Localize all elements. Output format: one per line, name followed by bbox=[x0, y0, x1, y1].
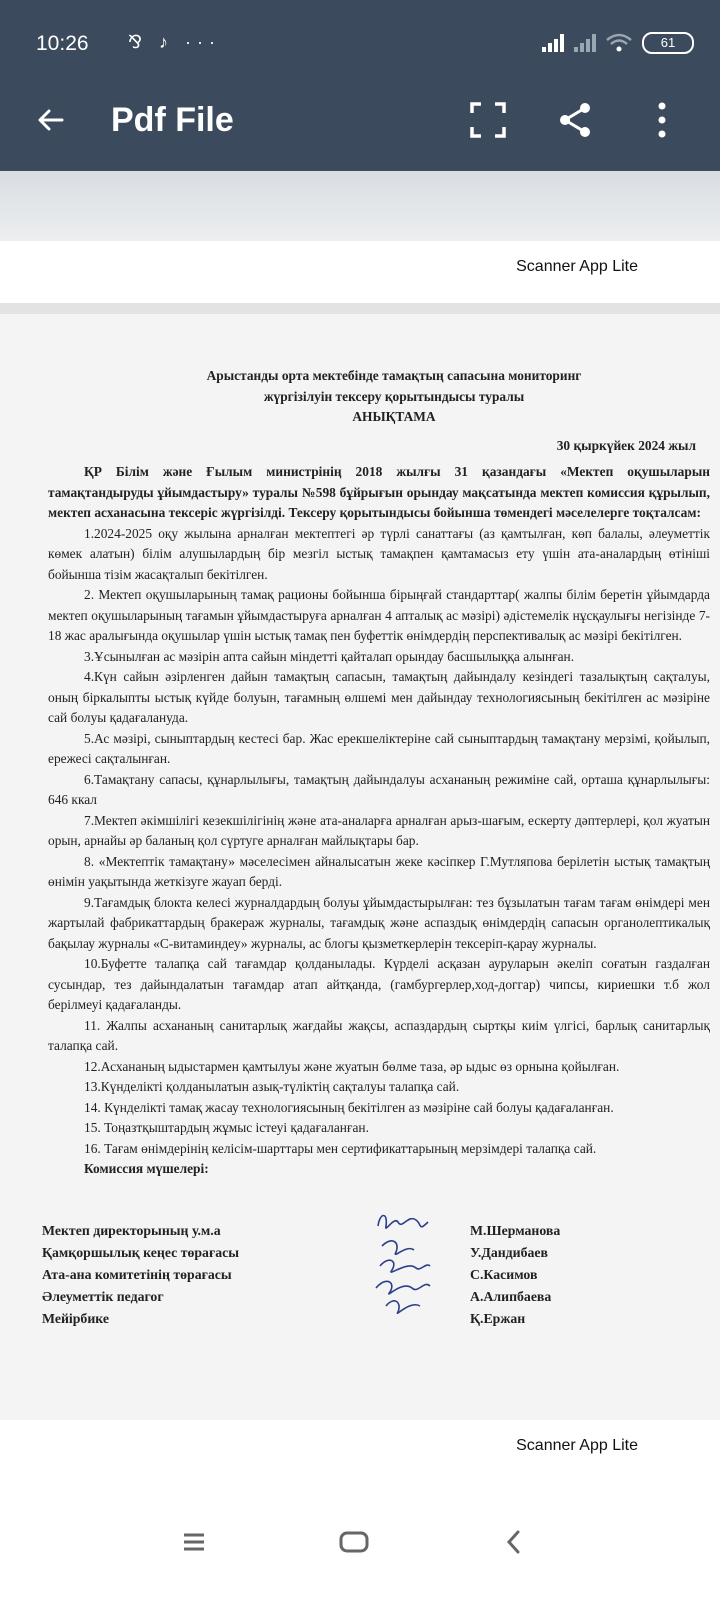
watermark-label-bottom: Scanner App Lite bbox=[516, 1437, 638, 1454]
document-body bbox=[48, 366, 710, 1180]
signal-2-icon bbox=[574, 34, 596, 52]
system-nav-bar bbox=[0, 1500, 720, 1600]
recents-icon[interactable] bbox=[174, 1522, 214, 1562]
doc-item: 15. Тоңазтқыштардың жұмыс істеуі қадағаланған. bbox=[84, 1120, 369, 1135]
doc-item: 16. Тағам өнімдерінің келісім-шарттары мен сертификаттарының мерзімдері талапқа сай. bbox=[84, 1140, 597, 1156]
member-name: Қ.Ержан bbox=[470, 1311, 526, 1326]
names-list bbox=[470, 1220, 560, 1330]
doc-item: 13.Күнделікті қолданылатын азық-түліктің сақталуы талапқа сай. bbox=[84, 1079, 460, 1094]
role-label: Қамқоршылық кеңес төрағасы bbox=[42, 1245, 240, 1260]
app-bar bbox=[0, 0, 720, 171]
doc-item: 10.Буфетте талапқа сай тағамдар қолданылады. Күрделі асқазан ауруларын әкеліп соғатын газдалған сусындар, тез дайындалатын тағамдар атап айтқанда, (гамбургерлер,ход-доггар) чипсы, кириешки т.б жол берілмеуі қадағаланды. bbox=[48, 956, 710, 1012]
role-label: Ата-ана комитетінің төрағасы bbox=[42, 1267, 232, 1282]
signal-icon bbox=[542, 34, 564, 52]
status-time: 10:26 bbox=[36, 32, 89, 55]
status-bar bbox=[36, 30, 694, 64]
doc-item: 6.Тамақтану сапасы, құнарлылығы, тамақтың дайындалуы асхананың режиміне сай, орташа құнарлылығы: 646 ккал bbox=[48, 771, 710, 807]
doc-intro: ҚР Білім және Ғылым министрінің 2018 жылғы 31 қазандағы «Мектеп оқушыларын тамақтандыруды ұйымдастыру» туралы №598 бұйрығын орындау мақсатында мектеп комиссия құрылып, мектеп асханасына тексеріс жүргізілді. Тексеру қорытындысы бойынша төмендегі мәселелерге тоқталсам: bbox=[48, 464, 710, 520]
toolbar bbox=[0, 92, 720, 152]
doc-item: 7.Мектеп әкімшілігі кезекшілігінің және ата-аналарға арналған арыз-шағым, ескерту дәптерлері, қол жуатын орын, арнайы әр баланың қол сүртуге арналған майлықтары бар. bbox=[48, 812, 710, 848]
document-page[interactable] bbox=[0, 314, 720, 1420]
handwritten-signatures bbox=[372, 1208, 452, 1318]
back-arrow-icon[interactable] bbox=[36, 100, 66, 144]
status-right bbox=[542, 32, 694, 54]
doc-item: 1.2024-2025 оқу жылына арналған мектептегі әр түрлі санаттағы (аз қамтылған, көп балалы, әлеуметтік көмек алатын) білім алушылардың бір мезгіл ыстық тамақпен қамтамасыз ету үшін ата-аналардың өтініші бойынша тізім жасақталып бекітілген. bbox=[48, 525, 710, 582]
member-name: С.Касимов bbox=[470, 1267, 538, 1282]
previous-page-edge bbox=[0, 171, 720, 241]
doc-heading-line-2: жүргізілуін тексеру қорытындысы туралы bbox=[263, 388, 525, 404]
wifi-icon bbox=[606, 33, 632, 53]
role-label: Әлеуметтік педагог bbox=[42, 1289, 164, 1304]
doc-item: 3.Ұсынылған ас мәзірін апта сайын міндетті қайталап орындау басшылыққа алынған. bbox=[84, 648, 575, 664]
doc-heading-line-3: АНЫҚТАМА bbox=[352, 409, 436, 424]
doc-date: 30 қыркүйек 2024 жыл bbox=[556, 437, 696, 453]
role-label: Мейірбике bbox=[42, 1311, 109, 1326]
battery-indicator: 61 bbox=[642, 32, 694, 54]
page-title: Pdf File bbox=[111, 101, 234, 139]
doc-item: 8. «Мектептік тамақтану» мәселесімен айналысатын жеке кәсіпкер Г.Мутляпова берілетін ыстық тамақтың өнімін уақытында жеткізуге жауап берді. bbox=[48, 853, 710, 889]
fullscreen-icon[interactable] bbox=[468, 100, 508, 140]
share-icon[interactable] bbox=[556, 100, 596, 140]
role-label: Мектеп директорының у.м.а bbox=[42, 1223, 221, 1238]
home-icon[interactable] bbox=[334, 1522, 374, 1562]
notification-icons: ⅋ ♪ ··· bbox=[128, 32, 222, 52]
back-icon[interactable] bbox=[494, 1522, 534, 1562]
member-name: М.Шерманова bbox=[470, 1223, 561, 1238]
page-divider bbox=[0, 303, 720, 314]
doc-item: 4.Күн сайын әзірленген дайын тамақтың сапасын, тамақтың дайындалу кезіндегі тазалықтың сақталуы, оның біркалыпты ыстық күйде болуын, тағамның өлшемі мен дайындау технологиясының бекітілген ас мәзіріне сай болуы қадағалануда. bbox=[48, 669, 710, 725]
doc-heading-line-1: Арыстанды орта мектебінде тамақтың сапасына мониторинг bbox=[206, 368, 582, 383]
more-vert-icon[interactable] bbox=[642, 100, 682, 140]
members-heading: Комиссия мүшелері: bbox=[84, 1161, 209, 1176]
doc-item: 14. Күнделікті тамақ жасау технологиясының бекітілген аз мәзіріне сай болуы қадағаланған. bbox=[84, 1099, 614, 1115]
watermark-label: Scanner App Lite bbox=[516, 258, 638, 275]
roles-list bbox=[42, 1220, 239, 1330]
doc-item: 9.Тағамдық блокта келесі журналдардың болуы ұйымдастырылған: тез бұзылатын тағам тағам өнімдері мен жартылай фабрикаттардың бракераж журналы, тағамдық және аспаздық өнімдердің сапасын органолептикалық бақылау журналы «С-витаминдеу» журналы, ас блогы қызметкерлерін тексеріп-қарау журналы. bbox=[48, 894, 710, 951]
doc-item: 11. Жалпы асхананың санитарлық жағдайы жақсы, аспаздардың сыртқы киім үлгісі, барлық санитарлық талапқа сай. bbox=[48, 1017, 710, 1053]
member-name: У.Дандибаев bbox=[470, 1245, 548, 1260]
doc-item: 12.Асхананың ыдыстармен қамтылуы және жуатын бөлме таза, әр ыдыс өз орнына қойылған. bbox=[84, 1058, 620, 1074]
member-name: А.Алипбаева bbox=[470, 1289, 552, 1304]
doc-item: 5.Ас мәзірі, сыныптардың кестесі бар. Жас ерекшеліктеріне сай сыныптардың тамақтану мерзімі, қойылып, ережесі сақталынған. bbox=[48, 730, 710, 766]
doc-item: 2. Мектеп оқушыларының тамақ рационы бойынша бірыңғай стандарттар( жалпы білім беретін ұйымдарда мектеп оқушыларының тағамын ұйымдастыруға арналған 4 апталық ас мәзірі) әдістемелік нұсқаулығы негізінде 7-18 жас аралығында оқушылар үшін ыстық тамақ пен буфеттік өнімдердің перспективалық ас мәзірі бекітілген. bbox=[48, 587, 710, 643]
